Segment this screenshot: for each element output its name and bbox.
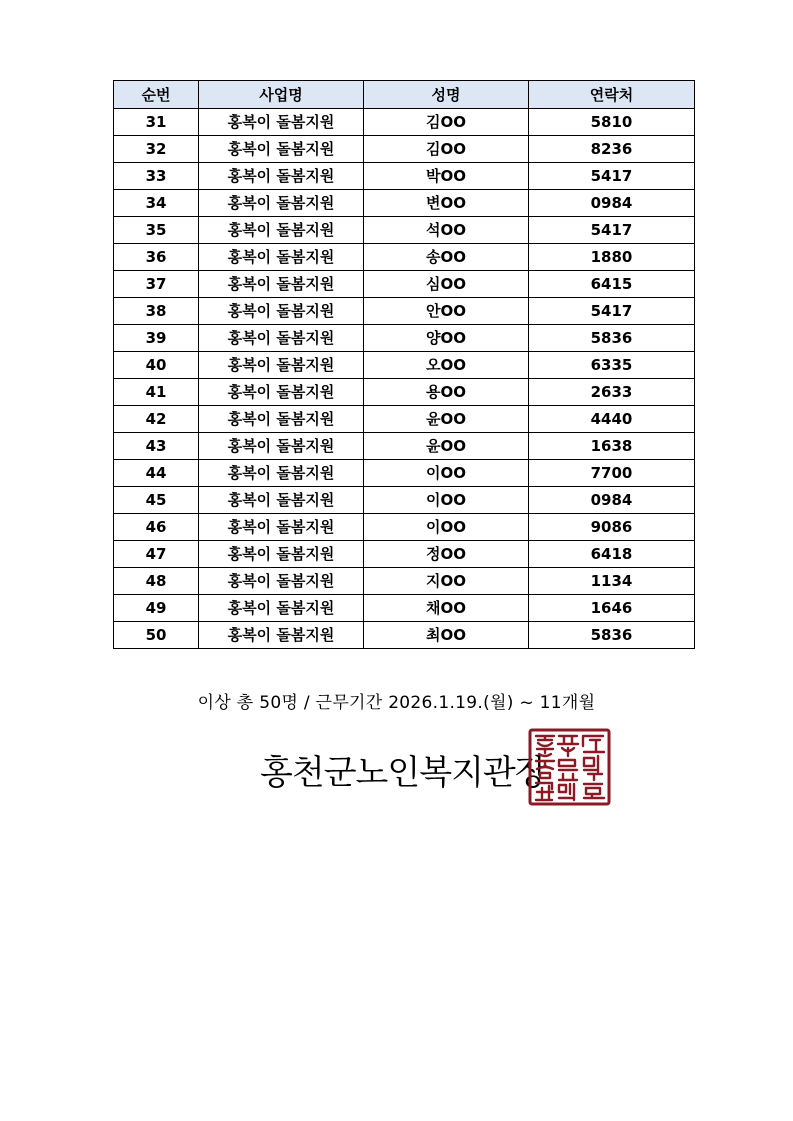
table-row — [114, 352, 695, 379]
row-name: 박OO — [364, 163, 529, 190]
row-contact: 5836 — [529, 325, 695, 352]
row-contact: 5417 — [529, 298, 695, 325]
participant-roster-table — [113, 80, 695, 649]
row-name: 지OO — [364, 568, 529, 595]
row-number: 31 — [114, 109, 199, 136]
table-row — [114, 136, 695, 163]
table-row — [114, 460, 695, 487]
row-program: 홍복이 돌봄지원 — [199, 190, 364, 217]
row-contact: 7700 — [529, 460, 695, 487]
row-program: 홍복이 돌봄지원 — [199, 568, 364, 595]
row-name: 윤OO — [364, 406, 529, 433]
row-number: 47 — [114, 541, 199, 568]
table-body — [114, 109, 695, 649]
row-number: 45 — [114, 487, 199, 514]
table-header-row — [114, 81, 695, 109]
row-program: 홍복이 돌봄지원 — [199, 109, 364, 136]
table-row — [114, 622, 695, 649]
row-name: 양OO — [364, 325, 529, 352]
issuer-name: 홍천군노인복지관장 — [260, 753, 547, 793]
header-name: 성명 — [364, 81, 529, 109]
row-program: 홍복이 돌봄지원 — [199, 298, 364, 325]
row-contact: 6335 — [529, 352, 695, 379]
table-row — [114, 298, 695, 325]
table-row — [114, 595, 695, 622]
row-contact: 9086 — [529, 514, 695, 541]
row-contact: 1638 — [529, 433, 695, 460]
row-contact: 0984 — [529, 487, 695, 514]
row-name: 최OO — [364, 622, 529, 649]
row-contact: 1646 — [529, 595, 695, 622]
row-contact: 5810 — [529, 109, 695, 136]
table-row — [114, 487, 695, 514]
row-name: 용OO — [364, 379, 529, 406]
row-number: 32 — [114, 136, 199, 163]
row-name: 심OO — [364, 271, 529, 298]
row-program: 홍복이 돌봄지원 — [199, 622, 364, 649]
row-program: 홍복이 돌봄지원 — [199, 271, 364, 298]
row-program: 홍복이 돌봄지원 — [199, 244, 364, 271]
row-program: 홍복이 돌봄지원 — [199, 541, 364, 568]
row-contact: 8236 — [529, 136, 695, 163]
row-number: 37 — [114, 271, 199, 298]
row-number: 41 — [114, 379, 199, 406]
row-program: 홍복이 돌봄지원 — [199, 433, 364, 460]
summary-text: 이상 총 50명 / 근무기간 2026.1.19.(월) ~ 11개월 — [197, 693, 596, 713]
row-program: 홍복이 돌봄지원 — [199, 217, 364, 244]
row-name: 이OO — [364, 514, 529, 541]
row-contact: 4440 — [529, 406, 695, 433]
official-seal-stamp — [528, 728, 611, 806]
row-program: 홍복이 돌봄지원 — [199, 595, 364, 622]
table-row — [114, 163, 695, 190]
row-number: 48 — [114, 568, 199, 595]
row-program: 홍복이 돌봄지원 — [199, 379, 364, 406]
row-program: 홍복이 돌봄지원 — [199, 487, 364, 514]
table-row — [114, 568, 695, 595]
row-contact: 0984 — [529, 190, 695, 217]
row-name: 채OO — [364, 595, 529, 622]
table-row — [114, 109, 695, 136]
row-number: 39 — [114, 325, 199, 352]
table-row — [114, 541, 695, 568]
table-row — [114, 271, 695, 298]
table-row — [114, 190, 695, 217]
row-name: 김OO — [364, 136, 529, 163]
row-number: 44 — [114, 460, 199, 487]
row-name: 안OO — [364, 298, 529, 325]
header-program: 사업명 — [199, 81, 364, 109]
row-name: 김OO — [364, 109, 529, 136]
header-contact: 연락처 — [529, 81, 695, 109]
row-contact: 6418 — [529, 541, 695, 568]
row-number: 49 — [114, 595, 199, 622]
row-number: 38 — [114, 298, 199, 325]
row-number: 35 — [114, 217, 199, 244]
table-row — [114, 433, 695, 460]
row-number: 40 — [114, 352, 199, 379]
row-contact: 6415 — [529, 271, 695, 298]
row-program: 홍복이 돌봄지원 — [199, 514, 364, 541]
row-number: 43 — [114, 433, 199, 460]
row-number: 50 — [114, 622, 199, 649]
row-name: 송OO — [364, 244, 529, 271]
row-name: 이OO — [364, 460, 529, 487]
row-number: 46 — [114, 514, 199, 541]
row-contact: 1134 — [529, 568, 695, 595]
table-row — [114, 325, 695, 352]
table-row — [114, 514, 695, 541]
row-contact: 5836 — [529, 622, 695, 649]
row-number: 36 — [114, 244, 199, 271]
row-contact: 2633 — [529, 379, 695, 406]
row-program: 홍복이 돌봄지원 — [199, 163, 364, 190]
table-row — [114, 379, 695, 406]
row-name: 오OO — [364, 352, 529, 379]
table-row — [114, 406, 695, 433]
row-number: 34 — [114, 190, 199, 217]
row-number: 33 — [114, 163, 199, 190]
row-name: 석OO — [364, 217, 529, 244]
table-row — [114, 217, 695, 244]
row-program: 홍복이 돌봄지원 — [199, 352, 364, 379]
row-contact: 1880 — [529, 244, 695, 271]
row-name: 윤OO — [364, 433, 529, 460]
row-program: 홍복이 돌봄지원 — [199, 325, 364, 352]
row-number: 42 — [114, 406, 199, 433]
table-row — [114, 244, 695, 271]
row-name: 이OO — [364, 487, 529, 514]
row-contact: 5417 — [529, 163, 695, 190]
row-program: 홍복이 돌봄지원 — [199, 136, 364, 163]
row-contact: 5417 — [529, 217, 695, 244]
row-name: 변OO — [364, 190, 529, 217]
row-program: 홍복이 돌봄지원 — [199, 406, 364, 433]
row-program: 홍복이 돌봄지원 — [199, 460, 364, 487]
header-number: 순번 — [114, 81, 199, 109]
row-name: 정OO — [364, 541, 529, 568]
